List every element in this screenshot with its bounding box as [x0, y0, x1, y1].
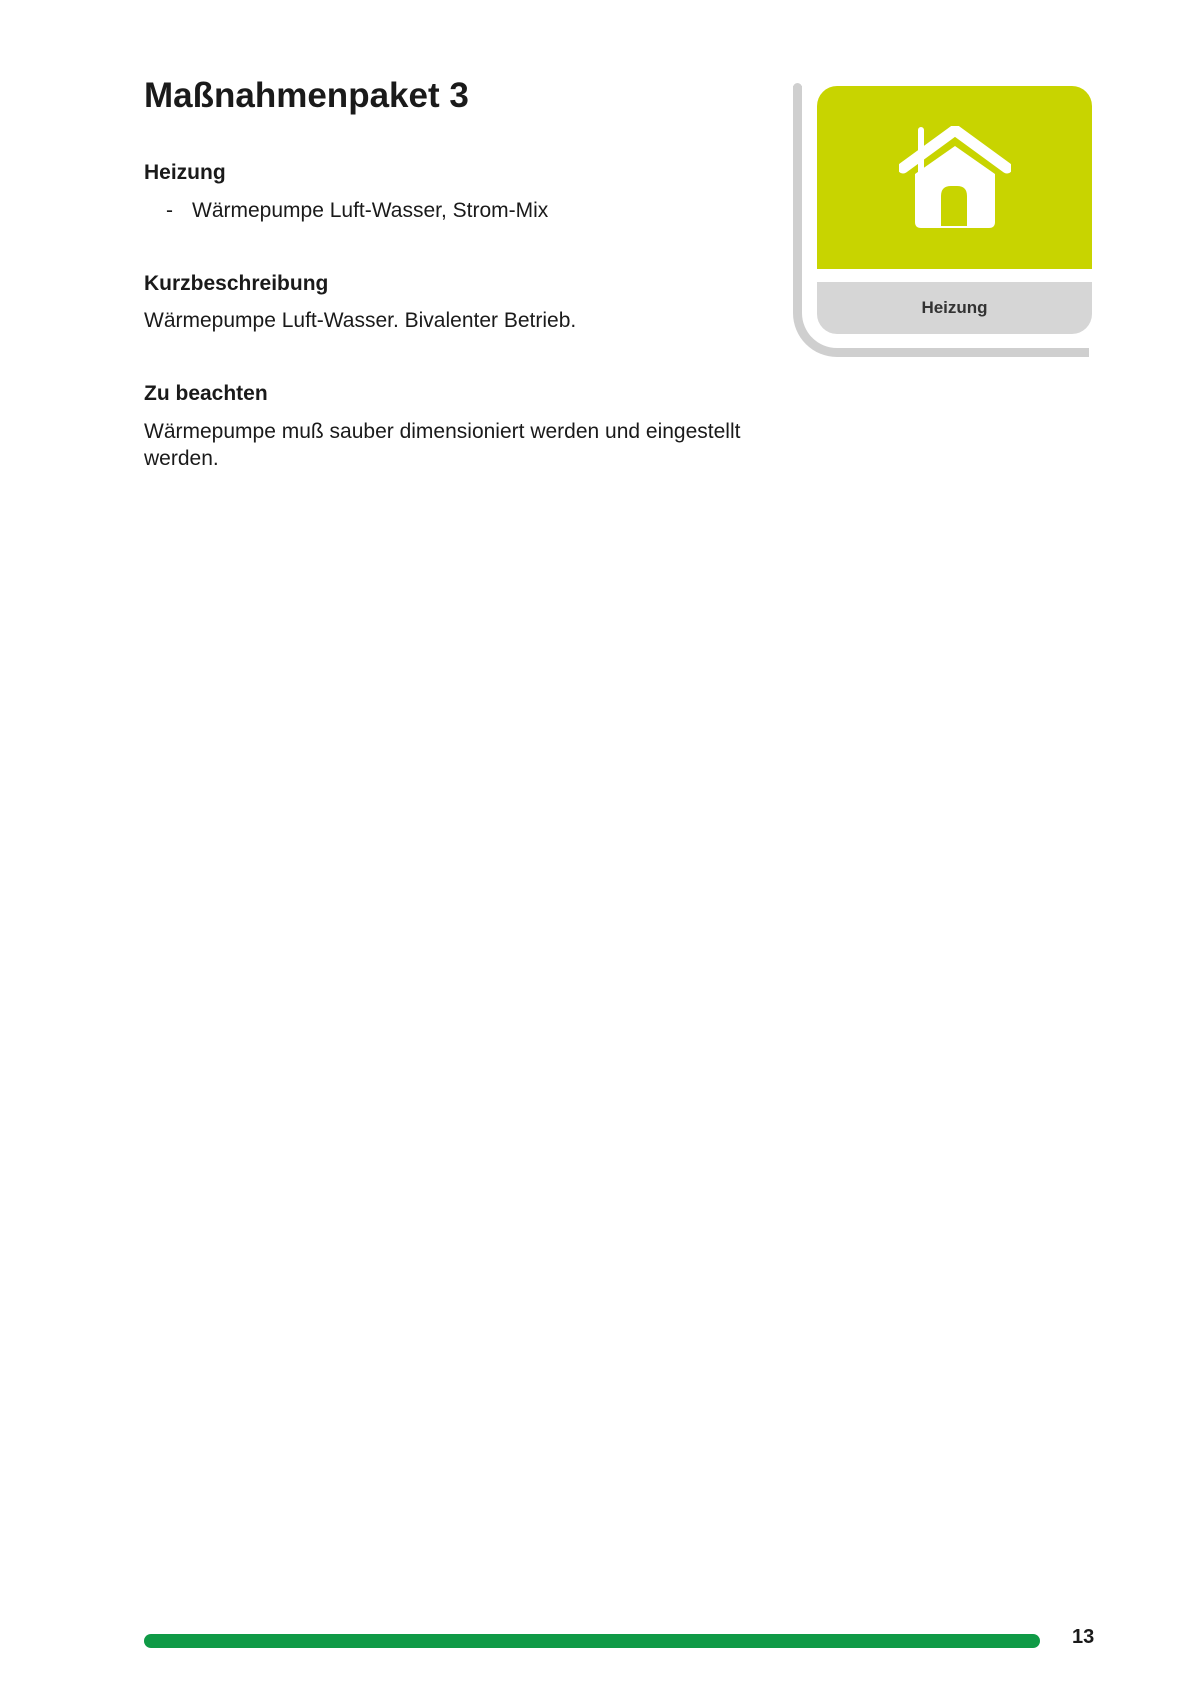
list-item: [166, 197, 548, 224]
heating-heading: Heizung: [144, 161, 226, 184]
heating-measure: Wärmepumpe Luft-Wasser, Strom-Mix: [192, 199, 549, 222]
short-description-text: Wärmepumpe Luft-Wasser. Bivalenter Betrieb.: [144, 309, 577, 332]
list-bullet: -: [166, 199, 173, 222]
short-description-heading: Kurzbeschreibung: [144, 272, 329, 295]
page-title: Maßnahmenpaket 3: [144, 76, 469, 115]
page-number: 13: [1072, 1626, 1095, 1648]
category-card-label: Heizung: [817, 282, 1092, 334]
house-icon: [899, 126, 1011, 230]
notes-text: Wärmepumpe muß sauber dimensioniert werden und eingestellt werden.: [144, 420, 741, 470]
notes-heading: Zu beachten: [144, 382, 268, 405]
footer-bar: [144, 1634, 1040, 1648]
